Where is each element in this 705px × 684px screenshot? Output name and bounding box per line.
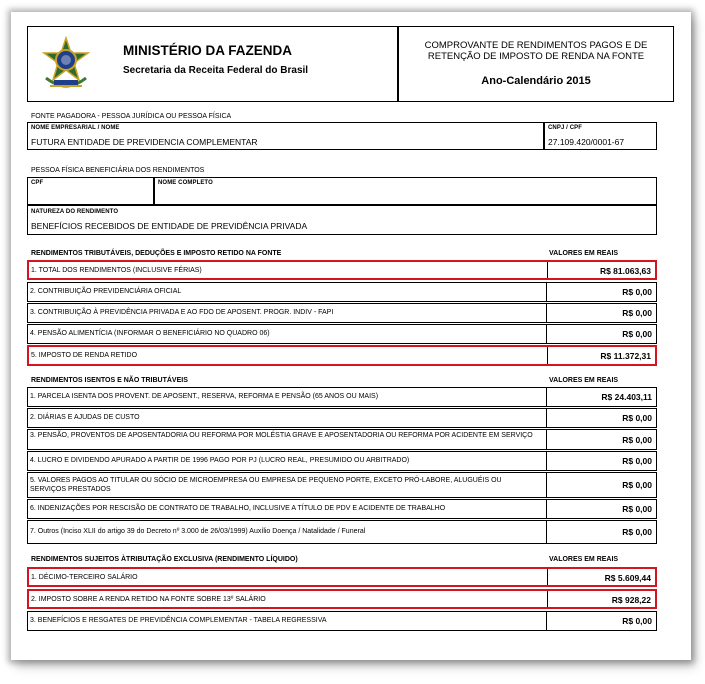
trib-row-4-value: R$ 0,00 [622,329,652,339]
isentos-row-2-label: 2. DIÁRIAS E AJUDAS DE CUSTO [30,414,140,421]
isentos-section-title: RENDIMENTOS ISENTOS E NÃO TRIBUTÁVEIS [31,377,188,384]
isentos-row-1-label: 1. PARCELA ISENTA DOS PROVENT. DE APOSENT., RESERVA, REFORMA E PENSÃO (65 ANOS OU MAIS) [30,393,379,400]
header-left-box [27,26,398,102]
trib-row-2 [27,282,657,302]
trib-row-2-value: R$ 0,00 [622,287,652,297]
isentos-row-6 [27,499,657,519]
tributaveis-values-header: VALORES EM REAIS [549,250,619,257]
isentos-row-4 [27,451,657,471]
isentos-row-5-label: 5. VALORES PAGOS AO TITULAR OU SÓCIO DE MICROEMPRESA OU EMPRESA DE PEQUENO PORTE, EXCETO PRÓ-LABORE, ALUGUÉIS OU SERVIÇOS PRESTADOS [30,477,502,493]
trib-row-5 [27,345,657,366]
isentos-row-5-value: R$ 0,00 [622,480,652,490]
isentos-row-6-value: R$ 0,00 [622,504,652,514]
exclusiva-section-title: RENDIMENTOS SUJEITOS ÀTRIBUTAÇÃO EXCLUSIVA (RENDIMENTO LÍQUIDO) [31,556,298,563]
trib-row-3-value: R$ 0,00 [622,308,652,318]
trib-row-1 [27,260,657,280]
fonte-cnpj-box [544,122,657,150]
brazil-coat-of-arms-icon [40,36,92,92]
exclusiva-row-1-value: R$ 5.609,44 [604,573,651,583]
fonte-cnpj-label: CNPJ / CPF [548,125,583,131]
natureza-box [27,205,657,235]
isentos-row-1 [27,387,657,407]
fonte-section-title: FONTE PAGADORA - PESSOA JURÍDICA OU PESSOA FÍSICA [31,113,232,120]
fonte-cnpj-value: 27.109.420/0001-67 [548,137,625,147]
trib-row-3 [27,303,657,323]
isentos-row-1-value: R$ 24.403,11 [601,392,652,402]
document-page [11,12,691,660]
beneficiaria-section-title: PESSOA FÍSICA BENEFICIÁRIA DOS RENDIMENTOS [31,167,205,174]
natureza-value: BENEFÍCIOS RECEBIDOS DE ENTIDADE DE PREVIDÊNCIA PRIVADA [31,221,308,231]
trib-row-1-label: 1. TOTAL DOS RENDIMENTOS (INCLUSIVE FÉRIAS) [31,267,202,274]
exclusiva-row-3-value: R$ 0,00 [622,616,652,626]
secretariat-title: Secretaria da Receita Federal do Brasil [123,65,309,76]
document-title-line2: RETENÇÃO DE IMPOSTO DE RENDA NA FONTE [427,50,645,62]
beneficiaria-nome-label: NOME COMPLETO [158,180,213,186]
fonte-name-value: FUTURA ENTIDADE DE PREVIDENCIA COMPLEMENTAR [31,137,258,147]
fonte-name-box [27,122,544,150]
isentos-row-7-label: 7. Outros (Inciso XLII do artigo 39 do Decreto nº 3.000 de 26/03/1999) Auxílio Doença / Natalidade / Funeral [30,528,366,535]
trib-row-1-value: R$ 81.063,63 [599,266,651,276]
exclusiva-row-1-label: 1. DÉCIMO-TERCEIRO SALÁRIO [31,574,138,581]
isentos-row-2-value: R$ 0,00 [622,413,652,423]
trib-row-5-label: 5. IMPOSTO DE RENDA RETIDO [31,352,138,359]
isentos-row-4-label: 4. LUCRO E DIVIDENDO APURADO A PARTIR DE 1996 PAGO POR PJ (LUCRO REAL, PRESUMIDO OU ARBITRADO) [30,457,410,464]
exclusiva-row-3-label: 3. BENEFÍCIOS E RESGATES DE PREVIDÊNCIA COMPLEMENTAR - TABELA REGRESSIVA [30,617,327,624]
trib-row-2-label: 2. CONTRIBUIÇÃO PREVIDENCIÁRIA OFICIAL [30,288,182,295]
trib-row-5-value: R$ 11.372,31 [600,351,651,361]
isentos-row-7-value: R$ 0,00 [622,527,652,537]
isentos-row-5 [27,472,657,498]
header-right-box [398,26,674,102]
isentos-row-3-value: R$ 0,00 [622,435,652,445]
beneficiaria-cpf-label: CPF [31,180,44,186]
exclusiva-row-2-value: R$ 928,22 [611,595,651,605]
ministry-title: MINISTÉRIO DA FAZENDA [123,43,293,58]
beneficiaria-cpf-box [27,177,154,205]
exclusiva-row-2 [27,589,657,609]
isentos-row-3 [27,429,657,450]
calendar-year: Ano-Calendário 2015 [481,75,591,87]
exclusiva-values-header: VALORES EM REAIS [549,556,619,563]
beneficiaria-nome-box [154,177,657,205]
exclusiva-row-2-label: 2. IMPOSTO SOBRE A RENDA RETIDO NA FONTE SOBRE 13º SALÁRIO [31,596,266,603]
isentos-row-7 [27,520,657,544]
natureza-label: NATUREZA DO RENDIMENTO [31,209,119,215]
exclusiva-row-1 [27,567,657,587]
trib-row-4 [27,324,657,344]
isentos-row-3-label: 3. PENSÃO, PROVENTOS DE APOSENTADORIA OU REFORMA POR MOLÉSTIA GRAVE E APOSENTADORIA OU REFORMA POR ACIDENTE EM SERVIÇO [30,432,533,439]
isentos-row-4-value: R$ 0,00 [622,456,652,466]
trib-row-4-label: 4. PENSÃO ALIMENTÍCIA (INFORMAR O BENEFICIÁRIO NO QUADRO 06) [30,330,270,337]
fonte-name-label: NOME EMPRESARIAL / NOME [31,125,120,131]
document-title [399,41,673,62]
trib-row-3-label: 3. CONTRIBUIÇÃO À PREVIDÊNCIA PRIVADA E AO FDO DE APOSENT. PROGR. INDIV - FAPI [30,309,334,316]
exclusiva-row-3 [27,611,657,631]
document-title-line1: COMPROVANTE DE RENDIMENTOS PAGOS E DE [424,40,648,51]
isentos-row-6-label: 6. INDENIZAÇÕES POR RESCISÃO DE CONTRATO DE TRABALHO, INCLUSIVE A TÍTULO DE PDV E ACIDENTE DE TRABALHO [30,505,446,512]
isentos-row-2 [27,408,657,428]
tributaveis-section-title: RENDIMENTOS TRIBUTÁVEIS, DEDUÇÕES E IMPOSTO RETIDO NA FONTE [31,250,282,257]
isentos-values-header: VALORES EM REAIS [549,377,619,384]
